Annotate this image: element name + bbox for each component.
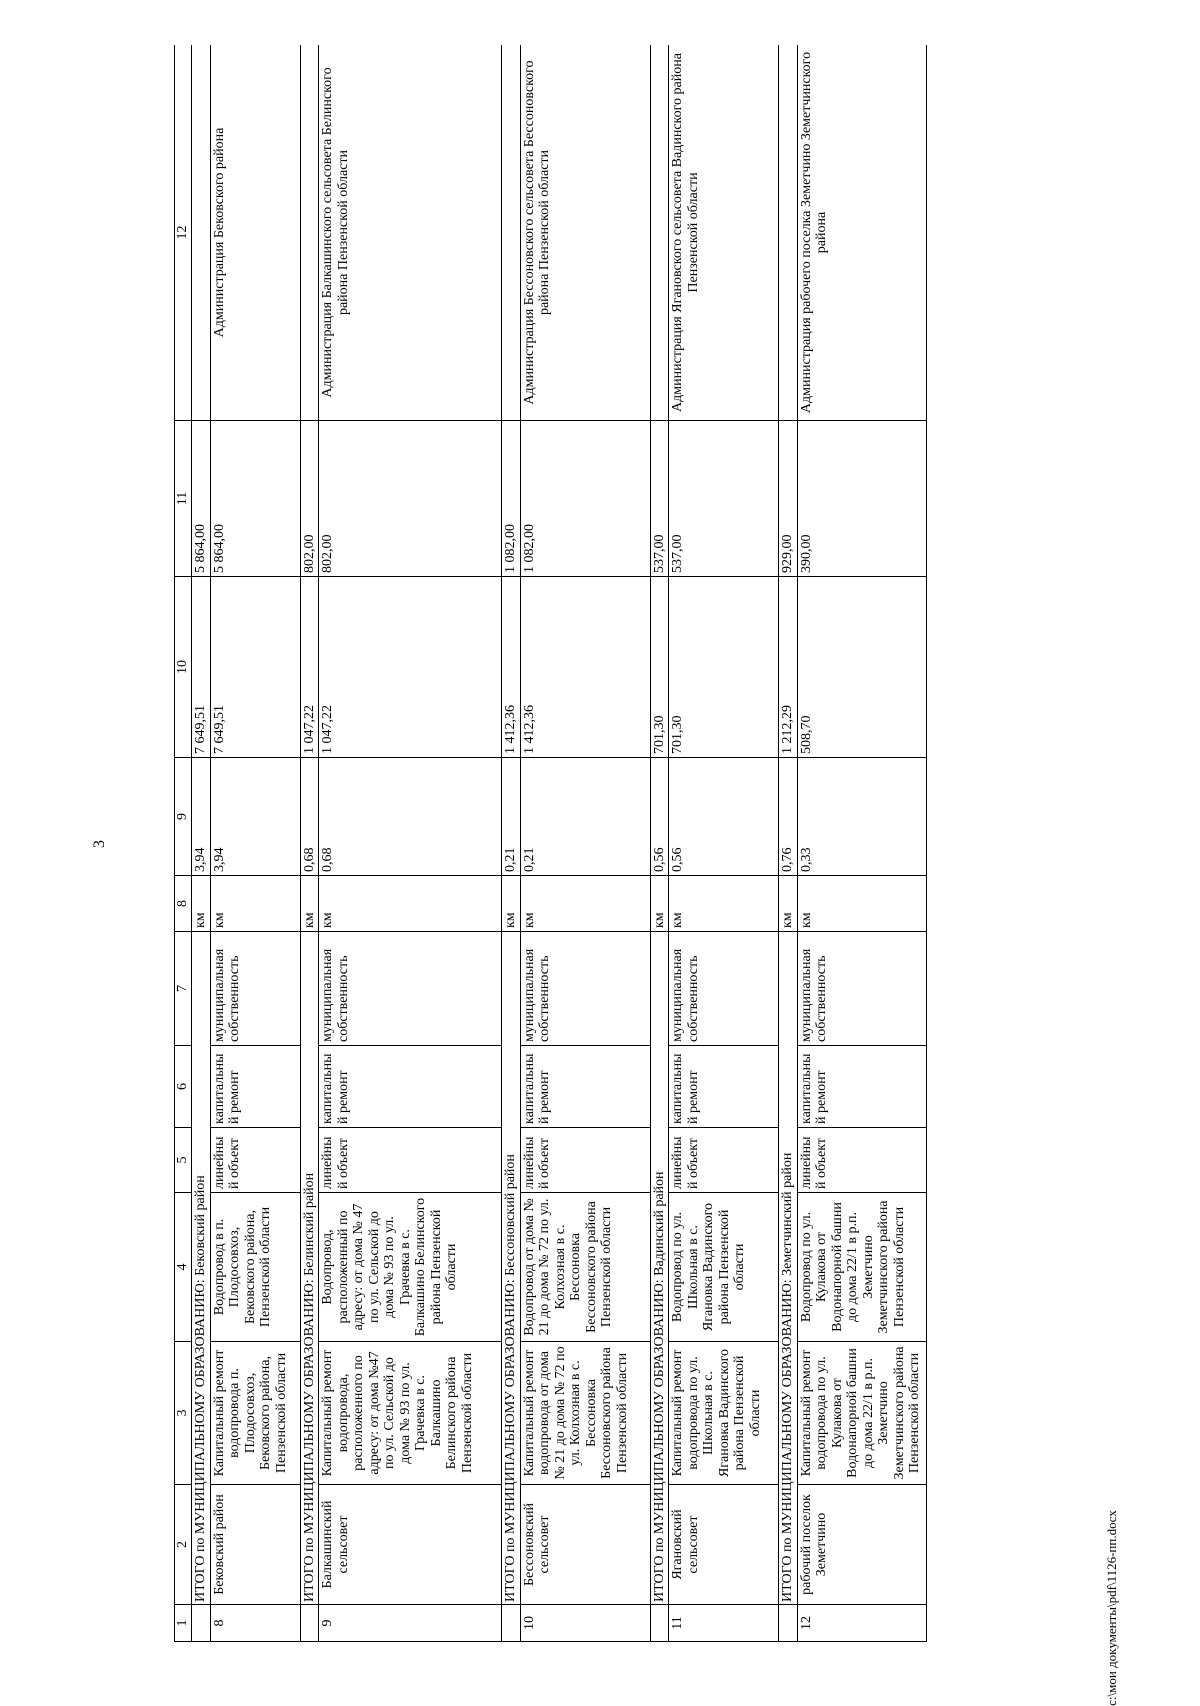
customer-cell: Администрация рабочего поселка Земетчино Земетчинского района [797,45,926,421]
total-unit: км [192,876,211,932]
cost-cell: 508,70 [797,577,926,758]
landscape-table-container [174,45,1015,1642]
length-cell: 3,94 [210,758,300,876]
municipality-cell: Бессоновский сельсовет [520,1485,650,1605]
unit-cell: км [210,876,300,932]
col-header: 8 [175,876,192,932]
total-length: 0,21 [502,758,521,876]
unit-cell: км [319,876,502,932]
row-number: 8 [210,1605,300,1642]
empty-cell [192,45,211,421]
empty-cell [650,1605,669,1642]
col-header: 6 [175,1046,192,1128]
empty-cell [650,45,669,421]
total-cost: 1 412,36 [502,577,521,758]
row-number: 12 [797,1605,926,1642]
table-row [520,45,650,1642]
object-name-cell: Капитальный ремонт водопровода по ул. Школьная в с. Ягановка Вадинского района Пензенской области [669,1342,779,1485]
municipality-cell: Бековский район [210,1485,300,1605]
municipality-total-row [192,45,211,1642]
work-type-cell: капитальный ремонт [520,1046,650,1128]
object-address-cell: Водопровод от дома № 21 до дома № 72 по ул. Колхозная в с. Бессоновка Бессоновского района Пензенской области [520,1193,650,1342]
total-label: ИТОГО по МУНИЦИПАЛЬНОМУ ОБРАЗОВАНИЮ: Белинский район [300,932,319,1605]
col-header: 9 [175,758,192,876]
total-funds: 1 082,00 [502,421,521,577]
funds-cell: 390,00 [797,421,926,577]
total-unit: км [502,876,521,932]
row-number: 9 [319,1605,502,1642]
table-row [319,45,502,1642]
total-length: 0,56 [650,758,669,876]
empty-cell [502,1605,521,1642]
total-unit: км [650,876,669,932]
total-unit: км [779,876,798,932]
row-number: 10 [520,1605,650,1642]
work-type-cell: капитальный ремонт [319,1046,502,1128]
length-cell: 0,21 [520,758,650,876]
empty-cell [779,1605,798,1642]
ownership-cell: муниципальная собственность [797,932,926,1046]
row-number: 11 [669,1605,779,1642]
empty-cell [779,45,798,421]
length-cell: 0,68 [319,758,502,876]
funds-cell: 802,00 [319,421,502,577]
cost-cell: 1 412,36 [520,577,650,758]
municipality-total-row [300,45,319,1642]
footer-file-path: c:\мои документы\pdf\1126-пп.docx [1104,1510,1119,1706]
length-cell: 0,33 [797,758,926,876]
unit-cell: км [797,876,926,932]
total-funds: 537,00 [650,421,669,577]
ownership-cell: муниципальная собственность [669,932,779,1046]
capital-repair-table [174,45,927,1642]
cost-cell: 7 649,51 [210,577,300,758]
funds-cell: 537,00 [669,421,779,577]
total-length: 0,76 [779,758,798,876]
municipality-total-row [650,45,669,1642]
page-number: 3 [91,840,108,848]
object-name-cell: Капитальный ремонт водопровода п. Плодосовхоз, Бековского района, Пензенской области [210,1342,300,1485]
cost-cell: 1 047,22 [319,577,502,758]
empty-cell [300,45,319,421]
unit-cell: км [520,876,650,932]
ownership-cell: муниципальная собственность [210,932,300,1046]
total-unit: км [300,876,319,932]
work-type-cell: капитальный ремонт [797,1046,926,1128]
customer-cell: Администрация Ягановского сельсовета Вадинского района Пензенской области [669,45,779,421]
object-address-cell: Водопровод в п. Плодосовхоз, Бековского района, Пензенской области [210,1193,300,1342]
customer-cell: Администрация Балкашинского сельсовета Белинского района Пензенской области [319,45,502,421]
cost-cell: 701,30 [669,577,779,758]
object-address-cell: Водопровод по ул. Кулакова от Водонапорной башни до дома 22/1 в р.п. Земетчино Земетчинского района Пензенской области [797,1193,926,1342]
object-name-cell: Капитальный ремонт водопровода по ул. Кулакова от Водонапорной башни до дома 22/1 в р.п. Земетчино Земетчинского района Пензенской области [797,1342,926,1485]
municipality-cell: рабочий поселок Земетчино [797,1485,926,1605]
col-header: 1 [175,1605,192,1642]
municipality-total-row [779,45,798,1642]
table-row [669,45,779,1642]
col-header: 5 [175,1128,192,1193]
table-row [797,45,926,1642]
municipality-cell: Ягановский сельсовет [669,1485,779,1605]
work-type-cell: капитальный ремонт [669,1046,779,1128]
column-number-row [175,45,192,1642]
col-header: 11 [175,421,192,577]
empty-cell [502,45,521,421]
object-type-cell: линейный объект [797,1128,926,1193]
object-address-cell: Водопровод, расположенный по адресу: от дома № 47 по ул. Сельской до дома № 93 по ул. Грачевка в с. Балкашино Белинского района Пензенской области [319,1193,502,1342]
col-header: 2 [175,1485,192,1605]
municipality-cell: Балкашинский сельсовет [319,1485,502,1605]
col-header: 10 [175,577,192,758]
work-type-cell: капитальный ремонт [210,1046,300,1128]
total-cost: 1 047,22 [300,577,319,758]
total-length: 0,68 [300,758,319,876]
total-label: ИТОГО по МУНИЦИПАЛЬНОМУ ОБРАЗОВАНИЮ: Бессоновский район [502,932,521,1605]
municipality-total-row [502,45,521,1642]
total-funds: 802,00 [300,421,319,577]
total-label: ИТОГО по МУНИЦИПАЛЬНОМУ ОБРАЗОВАНИЮ: Земетчинский район [779,932,798,1605]
col-header: 4 [175,1193,192,1342]
object-type-cell: линейный объект [210,1128,300,1193]
funds-cell: 1 082,00 [520,421,650,577]
rotated-table-page [174,45,1015,1642]
empty-cell [192,1605,211,1642]
empty-cell [300,1605,319,1642]
total-cost: 701,30 [650,577,669,758]
total-cost: 1 212,29 [779,577,798,758]
total-length: 3,94 [192,758,211,876]
object-type-cell: линейный объект [669,1128,779,1193]
col-header: 7 [175,932,192,1046]
unit-cell: км [669,876,779,932]
object-type-cell: линейный объект [520,1128,650,1193]
object-name-cell: Капитальный ремонт водопровода, расположенного по адресу: от дома №47 по ул. Сельской до дома № 93 по ул. Грачевка в с. Балкашино Белинского района Пензенской области [319,1342,502,1485]
customer-cell: Администрация Бековского района [210,45,300,421]
object-name-cell: Капитальный ремонт водопровода от дома № 21 до дома № 72 по ул. Колхозная в с. Бессоновка Бессоновского района Пензенской области [520,1342,650,1485]
customer-cell: Администрация Бессоновского сельсовета Бессоновского района Пензенской области [520,45,650,421]
col-header: 3 [175,1342,192,1485]
length-cell: 0,56 [669,758,779,876]
table-row [210,45,300,1642]
ownership-cell: муниципальная собственность [520,932,650,1046]
total-cost: 7 649,51 [192,577,211,758]
funds-cell: 5 864,00 [210,421,300,577]
total-label: ИТОГО по МУНИЦИПАЛЬНОМУ ОБРАЗОВАНИЮ: Бековский район [192,932,211,1605]
object-address-cell: Водопровод по ул. Школьная в с. Ягановка Вадинского района Пензенской области [669,1193,779,1342]
col-header: 12 [175,45,192,421]
object-type-cell: линейный объект [319,1128,502,1193]
total-funds: 5 864,00 [192,421,211,577]
total-funds: 929,00 [779,421,798,577]
total-label: ИТОГО по МУНИЦИПАЛЬНОМУ ОБРАЗОВАНИЮ: Вадинский район [650,932,669,1605]
ownership-cell: муниципальная собственность [319,932,502,1046]
